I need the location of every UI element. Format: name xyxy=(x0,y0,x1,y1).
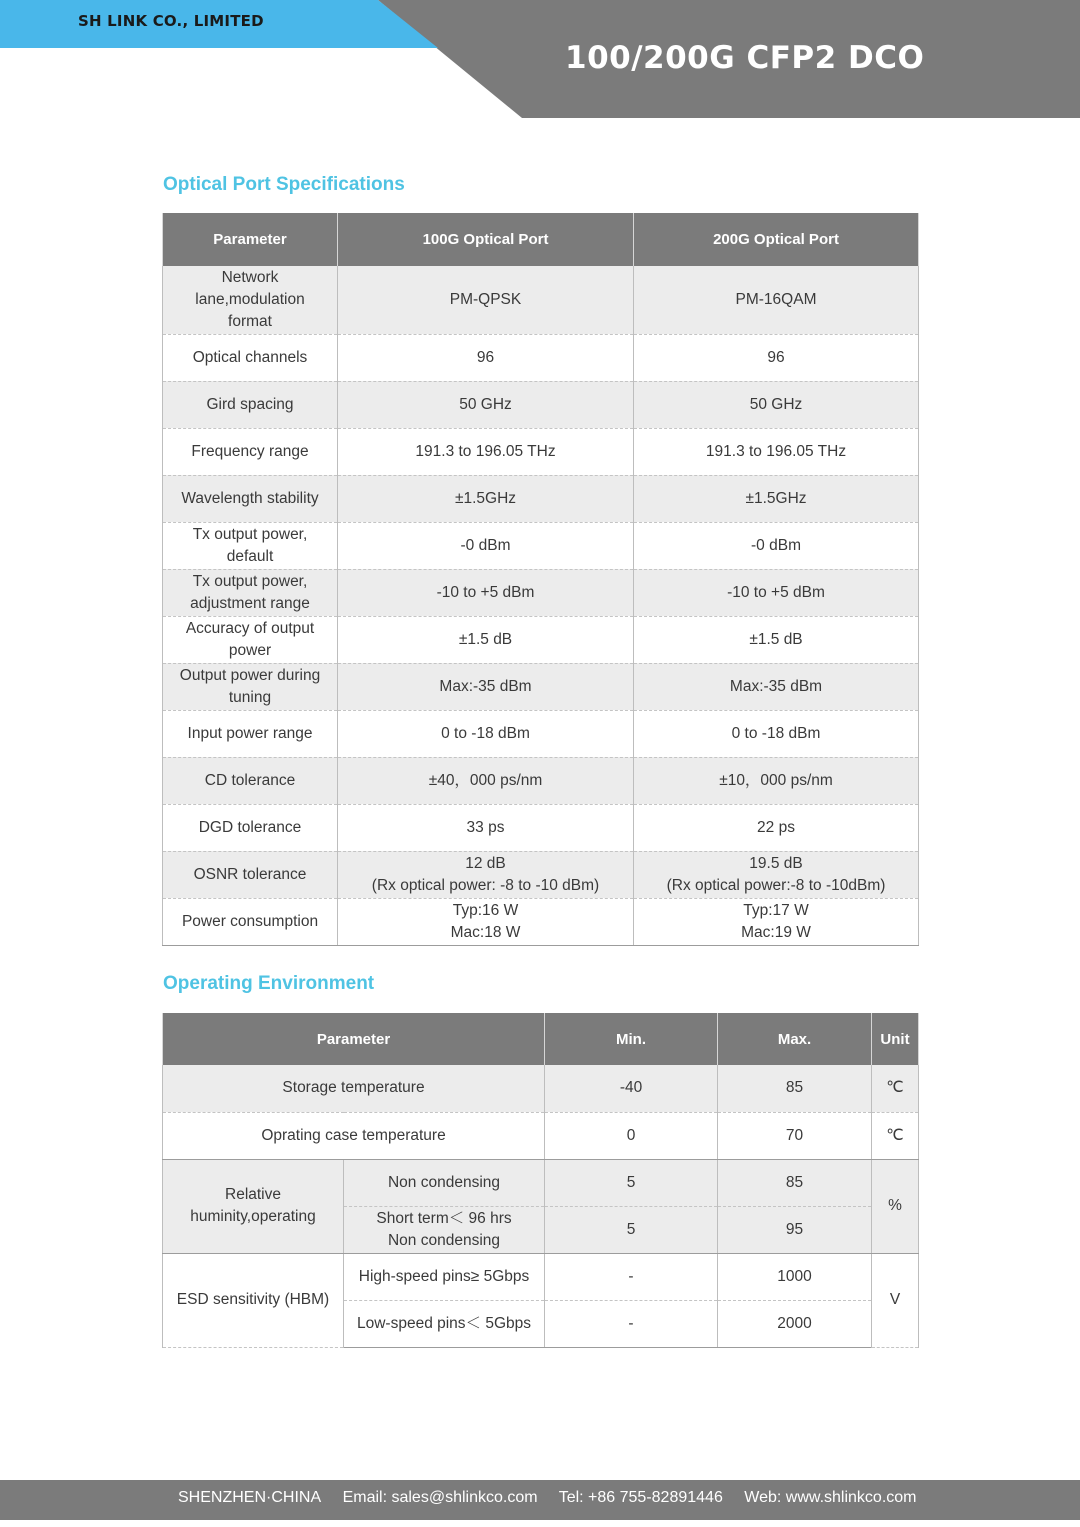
optical-row xyxy=(163,663,919,710)
optical-200g-cell-line: ±10，000 ps/nm xyxy=(719,771,833,789)
env-esd-sub-label: Low-speed pins＜ 5Gbps xyxy=(344,1300,545,1347)
env-storage-min: -40 xyxy=(545,1065,718,1112)
optical-200g-cell xyxy=(634,851,919,898)
optical-100g-cell-line: -0 dBm xyxy=(460,536,511,554)
env-case-min: 0 xyxy=(545,1112,718,1159)
optical-200g-cell-line: 191.3 to 196.05 THz xyxy=(705,442,847,460)
optical-100g-cell-line: -10 to +5 dBm xyxy=(436,583,535,601)
env-humidity-max: 95 xyxy=(718,1206,872,1253)
optical-row xyxy=(163,851,919,898)
optical-100g-cell-line: 191.3 to 196.05 THz xyxy=(415,442,556,460)
optical-param-cell xyxy=(163,757,338,804)
optical-100g-cell xyxy=(338,334,634,381)
optical-param-cell-line: Optical channels xyxy=(192,348,308,366)
optical-200g-cell xyxy=(634,804,919,851)
product-title: 100/200G CFP2 DCO xyxy=(565,40,925,76)
optical-row xyxy=(163,381,919,428)
optical-200g-cell-line: -10 to +5 dBm xyxy=(727,583,825,601)
optical-param-cell-line: format xyxy=(228,312,272,330)
env-humidity-sub-label xyxy=(344,1206,545,1253)
optical-100g-cell xyxy=(338,804,634,851)
optical-row xyxy=(163,898,919,945)
optical-param-cell xyxy=(163,851,338,898)
optical-200g-cell xyxy=(634,569,919,616)
env-case-max: 70 xyxy=(718,1112,872,1159)
optical-100g-cell-line: PM-QPSK xyxy=(449,290,522,308)
optical-param-cell-line: Wavelength stability xyxy=(181,489,319,507)
optical-100g-cell-line: Max:-35 dBm xyxy=(439,677,532,695)
optical-200g-cell-line: 22 ps xyxy=(757,818,795,836)
optical-section-title: Optical Port Specifications xyxy=(163,174,405,195)
optical-row xyxy=(163,334,919,381)
optical-param-cell-line: adjustment range xyxy=(190,594,310,612)
optical-200g-cell xyxy=(634,710,919,757)
env-humidity-param-line: Relative xyxy=(225,1186,281,1203)
optical-spec-table xyxy=(162,213,919,946)
optical-row xyxy=(163,428,919,475)
optical-100g-cell-line: 33 ps xyxy=(466,818,505,836)
env-esd-unit: V xyxy=(872,1253,919,1347)
optical-param-cell xyxy=(163,522,338,569)
env-humidity-min: 5 xyxy=(545,1159,718,1206)
optical-100g-cell-line: ±40，000 ps/nm xyxy=(428,771,543,789)
env-esd-max: 1000 xyxy=(718,1253,872,1300)
environment-table xyxy=(162,1013,919,1348)
footer-contact xyxy=(178,1489,934,1507)
optical-100g-cell xyxy=(338,757,634,804)
optical-200g-cell xyxy=(634,522,919,569)
env-storage-param: Storage temperature xyxy=(163,1065,545,1112)
optical-200g-cell xyxy=(634,616,919,663)
env-row-case-temp xyxy=(163,1112,919,1159)
optical-100g-cell xyxy=(338,898,634,945)
optical-param-cell-line: Tx output power, xyxy=(192,572,308,590)
footer-location: SHENZHEN·CHINA xyxy=(178,1489,322,1506)
optical-200g-cell-line: Mac:19 W xyxy=(741,923,811,941)
optical-100g-cell-line: ±1.5GHz xyxy=(454,489,517,507)
optical-100g-cell xyxy=(338,616,634,663)
optical-200g-cell-line: Typ:17 W xyxy=(743,901,809,919)
env-row-storage xyxy=(163,1065,919,1112)
optical-param-cell-line: CD tolerance xyxy=(204,771,296,789)
optical-100g-cell xyxy=(338,522,634,569)
optical-table-body xyxy=(163,266,919,945)
optical-100g-cell-line: Mac:18 W xyxy=(450,923,521,941)
optical-param-cell-line: default xyxy=(226,547,274,565)
optical-param-cell-line: DGD tolerance xyxy=(198,818,302,836)
optical-row xyxy=(163,569,919,616)
env-humidity-min: 5 xyxy=(545,1206,718,1253)
optical-param-cell xyxy=(163,616,338,663)
optical-row xyxy=(163,475,919,522)
optical-100g-cell-line: ±1.5 dB xyxy=(458,630,513,648)
optical-200g-cell-line: PM-16QAM xyxy=(735,290,817,308)
optical-param-cell xyxy=(163,569,338,616)
optical-200g-cell xyxy=(634,663,919,710)
optical-200g-cell xyxy=(634,334,919,381)
optical-row xyxy=(163,804,919,851)
env-esd-min: - xyxy=(545,1300,718,1347)
env-storage-max: 85 xyxy=(718,1065,872,1112)
optical-row xyxy=(163,616,919,663)
optical-param-cell-line: Output power during xyxy=(179,666,321,684)
footer-email: Email: sales@shlinkco.com xyxy=(342,1489,538,1506)
optical-200g-cell-line: 96 xyxy=(767,348,785,366)
optical-200g-cell-line: Max:-35 dBm xyxy=(729,677,823,695)
env-row-humidity-1 xyxy=(163,1159,919,1206)
optical-param-cell-line: tuning xyxy=(228,688,272,706)
optical-200g-cell xyxy=(634,381,919,428)
optical-100g-cell-line: Typ:16 W xyxy=(452,901,519,919)
optical-param-cell xyxy=(163,663,338,710)
optical-200g-cell-line: 19.5 dB xyxy=(749,854,803,872)
env-esd-max: 2000 xyxy=(718,1300,872,1347)
environment-section-title: Operating Environment xyxy=(163,973,375,994)
optical-100g-cell xyxy=(338,266,634,334)
env-humidity-param-line: huminity,operating xyxy=(190,1208,316,1225)
optical-100g-cell xyxy=(338,381,634,428)
optical-param-cell-line: Accuracy of output xyxy=(185,619,315,637)
footer-bar xyxy=(0,1480,1080,1520)
optical-param-cell xyxy=(163,381,338,428)
optical-100g-cell xyxy=(338,851,634,898)
footer-tel: Tel: +86 755-82891446 xyxy=(558,1489,723,1506)
env-header-min: Min. xyxy=(545,1013,718,1065)
optical-param-cell-line: Input power range xyxy=(187,724,313,742)
optical-param-cell-line: OSNR tolerance xyxy=(193,865,307,883)
optical-100g-cell-line: (Rx optical power: -8 to -10 dBm) xyxy=(371,876,600,894)
optical-100g-cell xyxy=(338,710,634,757)
optical-200g-cell xyxy=(634,475,919,522)
env-humidity-sub-label: Non condensing xyxy=(344,1159,545,1206)
optical-param-cell xyxy=(163,334,338,381)
optical-param-cell-line: lane,modulation xyxy=(195,290,305,308)
optical-param-cell-line: Power consumption xyxy=(181,912,319,930)
optical-100g-cell-line: 12 dB xyxy=(465,854,506,872)
optical-param-cell-line: Network xyxy=(221,268,279,286)
optical-row xyxy=(163,266,919,334)
optical-200g-cell-line: 0 to -18 dBm xyxy=(731,724,821,742)
env-header-parameter: Parameter xyxy=(163,1013,545,1065)
env-row-esd-1 xyxy=(163,1253,919,1300)
env-humidity-unit: % xyxy=(872,1159,919,1253)
optical-200g-cell-line: -0 dBm xyxy=(751,536,801,554)
col-header-parameter: Parameter xyxy=(163,213,338,266)
optical-200g-cell-line: (Rx optical power:-8 to -10dBm) xyxy=(666,876,886,894)
company-name: SH LINK CO., LIMITED xyxy=(78,12,264,30)
env-humidity-sub-line: Short term＜ 96 hrs xyxy=(376,1209,512,1227)
optical-param-cell xyxy=(163,475,338,522)
optical-param-cell xyxy=(163,710,338,757)
optical-200g-cell xyxy=(634,266,919,334)
optical-row xyxy=(163,522,919,569)
optical-100g-cell xyxy=(338,475,634,522)
env-case-param: Oprating case temperature xyxy=(163,1112,545,1159)
optical-100g-cell-line: 50 GHz xyxy=(459,395,512,413)
optical-200g-cell xyxy=(634,757,919,804)
footer-web: Web: www.shlinkco.com xyxy=(744,1489,917,1506)
optical-100g-cell-line: 0 to -18 dBm xyxy=(441,724,530,742)
env-humidity-max: 85 xyxy=(718,1159,872,1206)
optical-param-cell xyxy=(163,898,338,945)
env-storage-unit: ℃ xyxy=(872,1065,919,1112)
optical-param-cell-line: Gird spacing xyxy=(206,395,294,413)
col-header-100g: 100G Optical Port xyxy=(338,213,634,266)
optical-param-cell-line: Frequency range xyxy=(191,442,309,460)
optical-200g-cell-line: 50 GHz xyxy=(749,395,803,413)
env-header-unit: Unit xyxy=(872,1013,919,1065)
env-header-max: Max. xyxy=(718,1013,872,1065)
env-humidity-sub-line: Non condensing xyxy=(387,1231,501,1249)
optical-param-cell-line: Tx output power, xyxy=(192,525,308,543)
optical-100g-cell xyxy=(338,569,634,616)
env-esd-param: ESD sensitivity (HBM) xyxy=(163,1253,344,1347)
optical-100g-cell xyxy=(338,663,634,710)
optical-200g-cell xyxy=(634,898,919,945)
optical-param-cell xyxy=(163,428,338,475)
optical-200g-cell-line: ±1.5 dB xyxy=(749,630,803,648)
optical-param-cell xyxy=(163,266,338,334)
optical-200g-cell xyxy=(634,428,919,475)
optical-100g-cell xyxy=(338,428,634,475)
optical-100g-cell-line: 96 xyxy=(476,348,495,366)
optical-200g-cell-line: ±1.5GHz xyxy=(745,489,807,507)
optical-row xyxy=(163,710,919,757)
col-header-200g: 200G Optical Port xyxy=(634,213,919,266)
optical-row xyxy=(163,757,919,804)
env-case-unit: ℃ xyxy=(872,1112,919,1159)
env-esd-min: - xyxy=(545,1253,718,1300)
env-humidity-param xyxy=(163,1159,344,1253)
optical-param-cell xyxy=(163,804,338,851)
optical-param-cell-line: power xyxy=(228,641,272,659)
env-esd-sub-label: High-speed pins≥ 5Gbps xyxy=(344,1253,545,1300)
